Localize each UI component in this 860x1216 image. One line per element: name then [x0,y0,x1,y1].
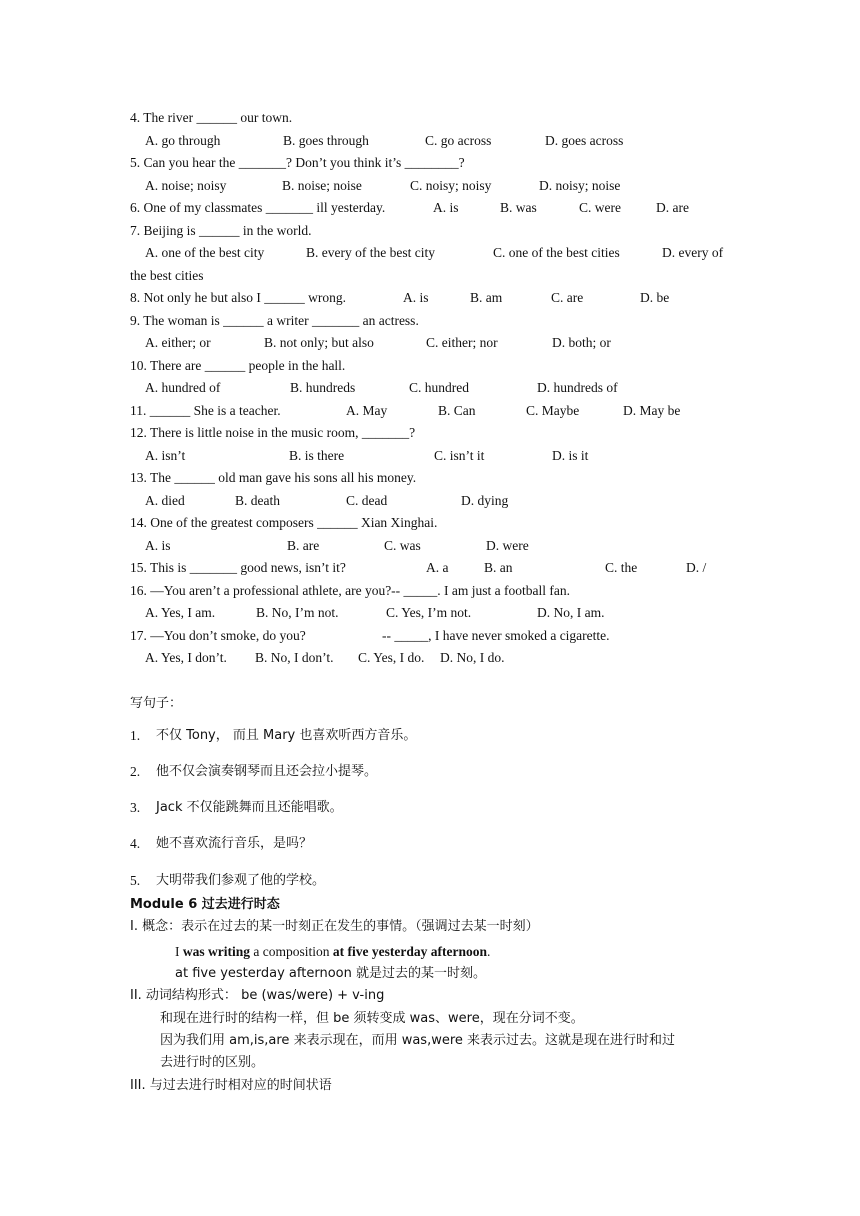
structure-note: 去进行时的区别。 [160,1055,265,1070]
question-stem: 7. Beijing is ______ in the world. [130,223,312,238]
writing-item [130,871,630,891]
option-b: B. are [287,538,320,553]
question-line [130,626,690,646]
question-line [130,558,730,578]
option-d: D. No, I am. [537,605,605,620]
item-number: 2. [130,764,141,779]
option-b: B. am [470,290,503,305]
option-c: C. the [605,560,638,575]
option-a: A. is [145,538,171,553]
option-d: D. goes across [545,133,624,148]
structure-note: 因为我们用 am,is,are 来表示现在，而用 was,were 来表示过去。这就是现在进行时和过 [160,1033,676,1048]
option-d: D. is it [552,448,589,463]
option-c: C. was [384,538,421,553]
option-d: D. be [640,290,670,305]
option-c: C. dead [346,493,388,508]
option-a: A. either; or [145,335,211,350]
example-note: at five yesterday afternoon 就是过去的某一时刻。 [175,966,486,981]
item-number: 5. [130,873,141,888]
option-d: D. dying [461,493,509,508]
question-stem: 9. The woman is ______ a writer _______ an actress. [130,313,419,328]
question-line [130,288,750,308]
question-line [130,401,750,421]
question-stem: 8. Not only he but also I ______ wrong. [130,290,346,305]
time-expression-heading: III. 与过去进行时相对应的时间状语 [130,1078,332,1093]
item-text: 大明带我们参观了他的学校。 [156,873,326,888]
option-a: A. noise; noisy [145,178,227,193]
item-text: 他不仅会演奏钢琴而且还会拉小提琴。 [156,764,378,779]
writing-item [130,726,630,746]
example-verb: was writing [182,944,250,959]
writing-item [130,762,630,782]
option-c: C. Maybe [526,403,580,418]
option-d: D. / [686,560,707,575]
item-text: 她不喜欢流行音乐，是吗？ [156,836,313,851]
question-line [130,198,750,218]
writing-heading: 写句子： [130,696,183,711]
option-b: B. hundreds [290,380,356,395]
question-stem: 16. —You aren’t a professional athlete, are you?-- _____. I am just a football fan. [130,583,571,598]
option-a: A. died [145,493,185,508]
option-d: D. noisy; noise [539,178,621,193]
option-c: C. either; nor [426,335,498,350]
option-d: D. were [486,538,529,553]
option-c: C. one of the best cities [493,245,620,260]
option-c: C. Yes, I’m not. [386,605,472,620]
option-b: B. No, I don’t. [255,650,334,665]
option-wrap: the best cities [130,268,204,283]
writing-item [130,798,630,818]
item-number: 1. [130,728,141,743]
structure-note: 和现在进行时的结构一样，但 be 须转变成 was、were，现在分词不变。 [160,1011,584,1026]
question-stem: 4. The river ______ our town. [130,110,293,125]
concept-line: I. 概念：表示在过去的某一时刻正在发生的事情。（强调过去某一时刻） [130,919,539,934]
item-number: 4. [130,836,141,851]
question-stem: 13. The ______ old man gave his sons all his money. [130,470,417,485]
structure-line: II. 动词结构形式： be (was/were) + v-ing [130,988,385,1003]
question-stem: 10. There are ______ people in the hall. [130,358,346,373]
option-a: A. a [426,560,449,575]
example-text: . [486,944,491,959]
option-c: C. go across [425,133,492,148]
option-d: D. hundreds of [537,380,618,395]
option-b: B. every of the best city [306,245,435,260]
question-stem: 17. —You don’t smoke, do you? [130,628,306,643]
option-d: D. are [656,200,689,215]
option-d: D. No, I do. [440,650,505,665]
option-b: B. noise; noise [282,178,362,193]
writing-item [130,834,630,854]
question-stem: 6. One of my classmates _______ ill yesterday. [130,200,386,215]
option-c: C. hundred [409,380,469,395]
example-sentence [175,942,490,962]
option-d: D. every of [662,245,724,260]
option-b: B. an [484,560,513,575]
item-text: 不仅 Tony， 而且 Mary 也喜欢听西方音乐。 [156,728,417,743]
option-a: A. May [346,403,388,418]
item-number: 3. [130,800,141,815]
option-c: C. are [551,290,584,305]
option-b: B. not only; but also [264,335,374,350]
option-b: B. was [500,200,537,215]
option-a: A. is [433,200,459,215]
option-d: D. May be [623,403,681,418]
question-stem: 15. This is _______ good news, isn’t it? [130,560,346,575]
option-c: C. isn’t it [434,448,485,463]
option-a: A. Yes, I don’t. [145,650,227,665]
module-title: Module 6 过去进行时态 [130,897,280,912]
option-a: A. isn’t [145,448,186,463]
question-stem: 12. There is little noise in the music room, _______? [130,425,416,440]
option-b: B. Can [438,403,476,418]
example-text: I [175,944,183,959]
option-a: A. go through [145,133,221,148]
option-a: A. is [403,290,429,305]
option-a: A. one of the best city [145,245,265,260]
option-c: C. Yes, I do. [358,650,425,665]
example-text: a composition [250,944,333,959]
question-stem: 5. Can you hear the _______? Don’t you think it’s ________? [130,155,465,170]
option-b: B. is there [289,448,345,463]
option-a: A. Yes, I am. [145,605,216,620]
question-stem-reply: -- _____, I have never smoked a cigarette. [382,628,610,643]
option-d: D. both; or [552,335,611,350]
option-b: B. goes through [283,133,369,148]
option-b: B. death [235,493,280,508]
option-c: C. were [579,200,621,215]
example-time: at five yesterday afternoon [332,944,487,959]
question-stem: 11. ______ She is a teacher. [130,403,281,418]
item-text: Jack 不仅能跳舞而且还能唱歌。 [156,800,343,815]
question-stem: 14. One of the greatest composers ______ Xian Xinghai. [130,515,438,530]
option-b: B. No, I’m not. [256,605,339,620]
option-c: C. noisy; noisy [410,178,492,193]
option-a: A. hundred of [145,380,221,395]
